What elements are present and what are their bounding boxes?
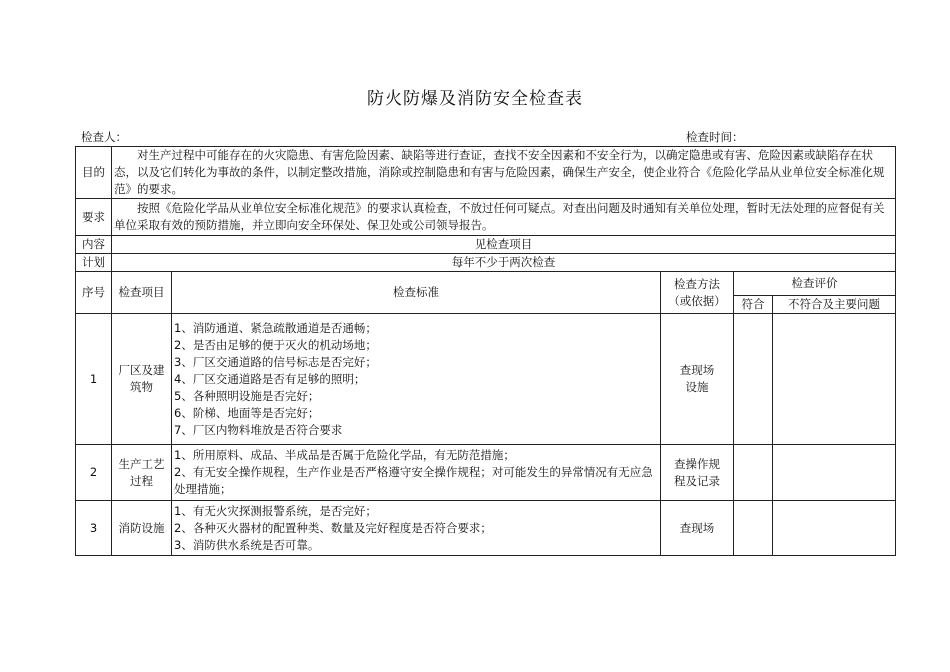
content-row [76,236,896,254]
plan-value: 每年不少于两次检查 [112,254,896,272]
header-evaluation: 检查评价 [734,272,896,296]
row-nonconform-cell [773,445,896,501]
header-nonconform: 不符合及主要问题 [773,296,896,314]
row-conform-cell [734,501,773,556]
standard-line: 3、厂区交通道路的信号标志是否完好； [174,354,377,369]
standard-line: 2、各种灭火器材的配置种类、数量及完好程度是否符合要求； [174,520,492,535]
standard-line: 7、厂区内物料堆放是否符合要求 [174,422,343,437]
plan-row [76,254,896,272]
header-standard: 检查标准 [172,272,661,314]
standard-line: 6、阶梯、地面等是否完好； [174,405,320,420]
content-label: 内容 [76,236,112,254]
standard-line: 1、有无火灾探测报警系统，是否完好； [174,503,377,518]
requirement-row [76,199,896,236]
purpose-row [76,147,896,199]
row-method: 查操作规 程及记录 [661,445,734,501]
table-row [76,445,896,501]
row-seq: 2 [76,445,112,501]
standard-line: 2、有无安全操作规程，生产作业是否严格遵守安全操作规程；对可能发生的异常情况有无应急处理措施； [174,465,653,496]
standard-line: 2、是否由足够的便于灭火的机动场地； [174,337,377,352]
standard-line: 1、消防通道、紧急疏散通道是否通畅； [174,320,377,335]
table-row [76,501,896,556]
content-value: 见检查项目 [112,236,896,254]
table-row [76,314,896,445]
standard-line: 3、消防供水系统是否可靠。 [174,537,320,552]
standard-line: 4、厂区交通道路是否有足够的照明； [174,371,366,386]
standard-line: 1、所用原料、成品、半成品是否属于危险化学品，有无防范措施； [174,448,515,462]
row-conform-cell [734,445,773,501]
header-conform: 符合 [734,296,773,314]
row-nonconform-cell [773,501,896,556]
requirement-label: 要求 [76,199,112,236]
row-conform-cell [734,314,773,445]
plan-label: 计划 [76,254,112,272]
row-item: 厂区及建 筑物 [112,314,172,445]
row-seq: 3 [76,501,112,556]
row-seq: 1 [76,314,112,445]
document-title: 防火防爆及消防安全检查表 [367,89,583,109]
header-item: 检查项目 [112,272,172,314]
header-row [76,272,896,296]
standard-line: 5、各种照明设施是否完好； [174,388,320,403]
inspector-label: 检查人： [81,130,127,144]
purpose-text: 对生产过程中可能存在的火灾隐患、有害危险因素、缺陷等进行查证，查找不安全因素和不安全行为，以确定隐患或有害、危险因素或缺陷存在状态，以及它们转化为事故的条件，以制定整改措施，消除或控制隐患和有害与危险因素，确保生产安全，使企业符合《危险化学品从业单位安全标准化规范》的要求。 [112,147,896,199]
purpose-label: 目的 [76,147,112,199]
header-method: 检查方法 （或依据） [661,272,734,314]
row-method: 查现场 [661,501,734,556]
row-nonconform-cell [773,314,896,445]
inspection-time-label: 检查时间： [686,130,744,144]
requirement-text: 按照《危险化学品从业单位安全标准化规范》的要求认真检查，不放过任何可疑点。对查出问题及时通知有关单位处理，暂时无法处理的应督促有关单位采取有效的预防措施，并立即向安全环保处、保卫处或公司领导报告。 [112,199,896,236]
row-standards [172,445,661,501]
row-item: 生产工艺 过程 [112,445,172,501]
header-seq: 序号 [76,272,112,314]
inspection-checklist-table [75,146,896,556]
row-item: 消防设施 [112,501,172,556]
row-standards [172,314,661,445]
row-method: 查现场 设施 [661,314,734,445]
row-standards [172,501,661,556]
